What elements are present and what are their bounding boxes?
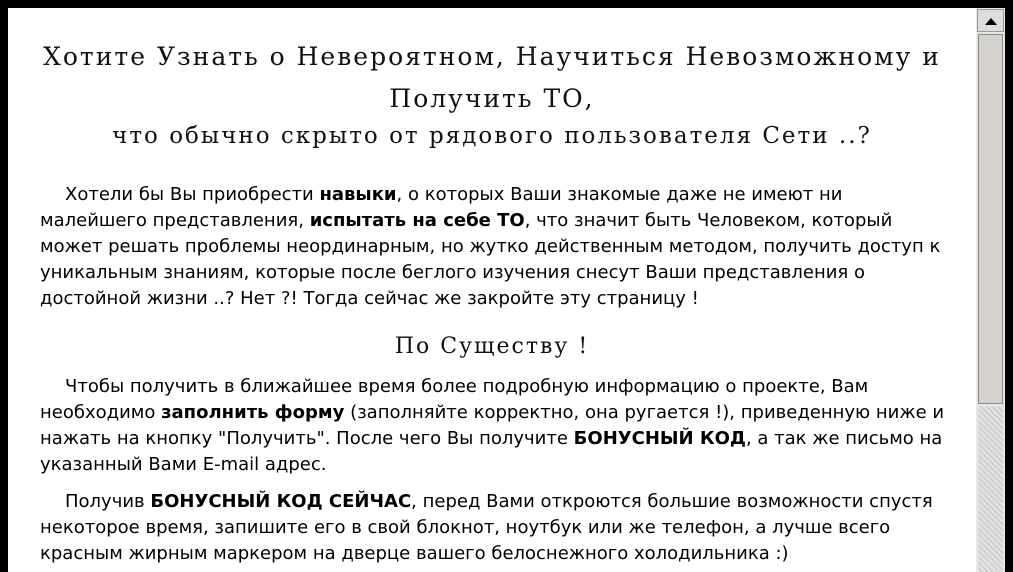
- intro-text-1: Хотели бы Вы приобрести: [65, 184, 320, 205]
- form-text-2: (заполняйте корректно, она ругается !), приведенную ниже и нажать на кнопку "Получить". После чего Вы получите: [40, 402, 945, 449]
- bonus-paragraph: [40, 489, 950, 567]
- main-heading: Хотите Узнать о Невероятном, Научиться Невозможному и Получить ТО,: [43, 42, 941, 113]
- intro-text-2: , о которых Ваши знакомые даже не имеют ни малейшего представления,: [40, 184, 843, 231]
- form-bold-fill: заполнить форму: [161, 402, 345, 423]
- browser-frame: [8, 8, 1005, 572]
- form-text-1: Чтобы получить в ближайшее время более подробную информацию о проекте, Вам необходимо: [40, 376, 869, 423]
- scrollbar-track[interactable]: [978, 406, 1003, 572]
- page-content: [8, 8, 976, 572]
- section-title: По Существу !: [394, 334, 590, 359]
- intro-bold-skills: навыки: [319, 184, 397, 205]
- bonus-text-1: Получив: [65, 491, 151, 512]
- sub-heading: что обычно скрыто от рядового пользователя Сети ..?: [112, 123, 872, 149]
- scrollbar-thumb[interactable]: [978, 34, 1003, 404]
- bonus-text-2: , перед Вами откроются большие возможности спустя некоторое время, запишите его в свой блокнот, ноутбук или же телефон, а лучше всего красным жирным маркером на дверце вашего белоснежного холодильника :): [40, 491, 933, 564]
- form-instructions-paragraph: [40, 374, 950, 478]
- intro-bold-experience: испытать на себе ТО: [309, 210, 525, 231]
- vertical-scrollbar[interactable]: [976, 8, 1005, 572]
- bonus-bold-code: БОНУСНЫЙ КОД СЕЙЧАС: [150, 491, 412, 512]
- form-text-3: , а так же письмо на указанный Вами E-mail адрес.: [40, 428, 943, 475]
- intro-text-3: , что значит быть Человеком, который может решать проблемы неординарным, но жутко действенным методом, получить доступ к уникальным знаниям, которые после беглого изучения снесут Ваши представления о достойной жизни ..? Нет ?! Тогда сейчас же закройте эту страницу !: [40, 210, 941, 309]
- scroll-up-arrow-icon[interactable]: [977, 9, 1004, 32]
- intro-paragraph: [40, 182, 950, 312]
- form-bold-bonus: БОНУСНЫЙ КОД: [573, 428, 746, 449]
